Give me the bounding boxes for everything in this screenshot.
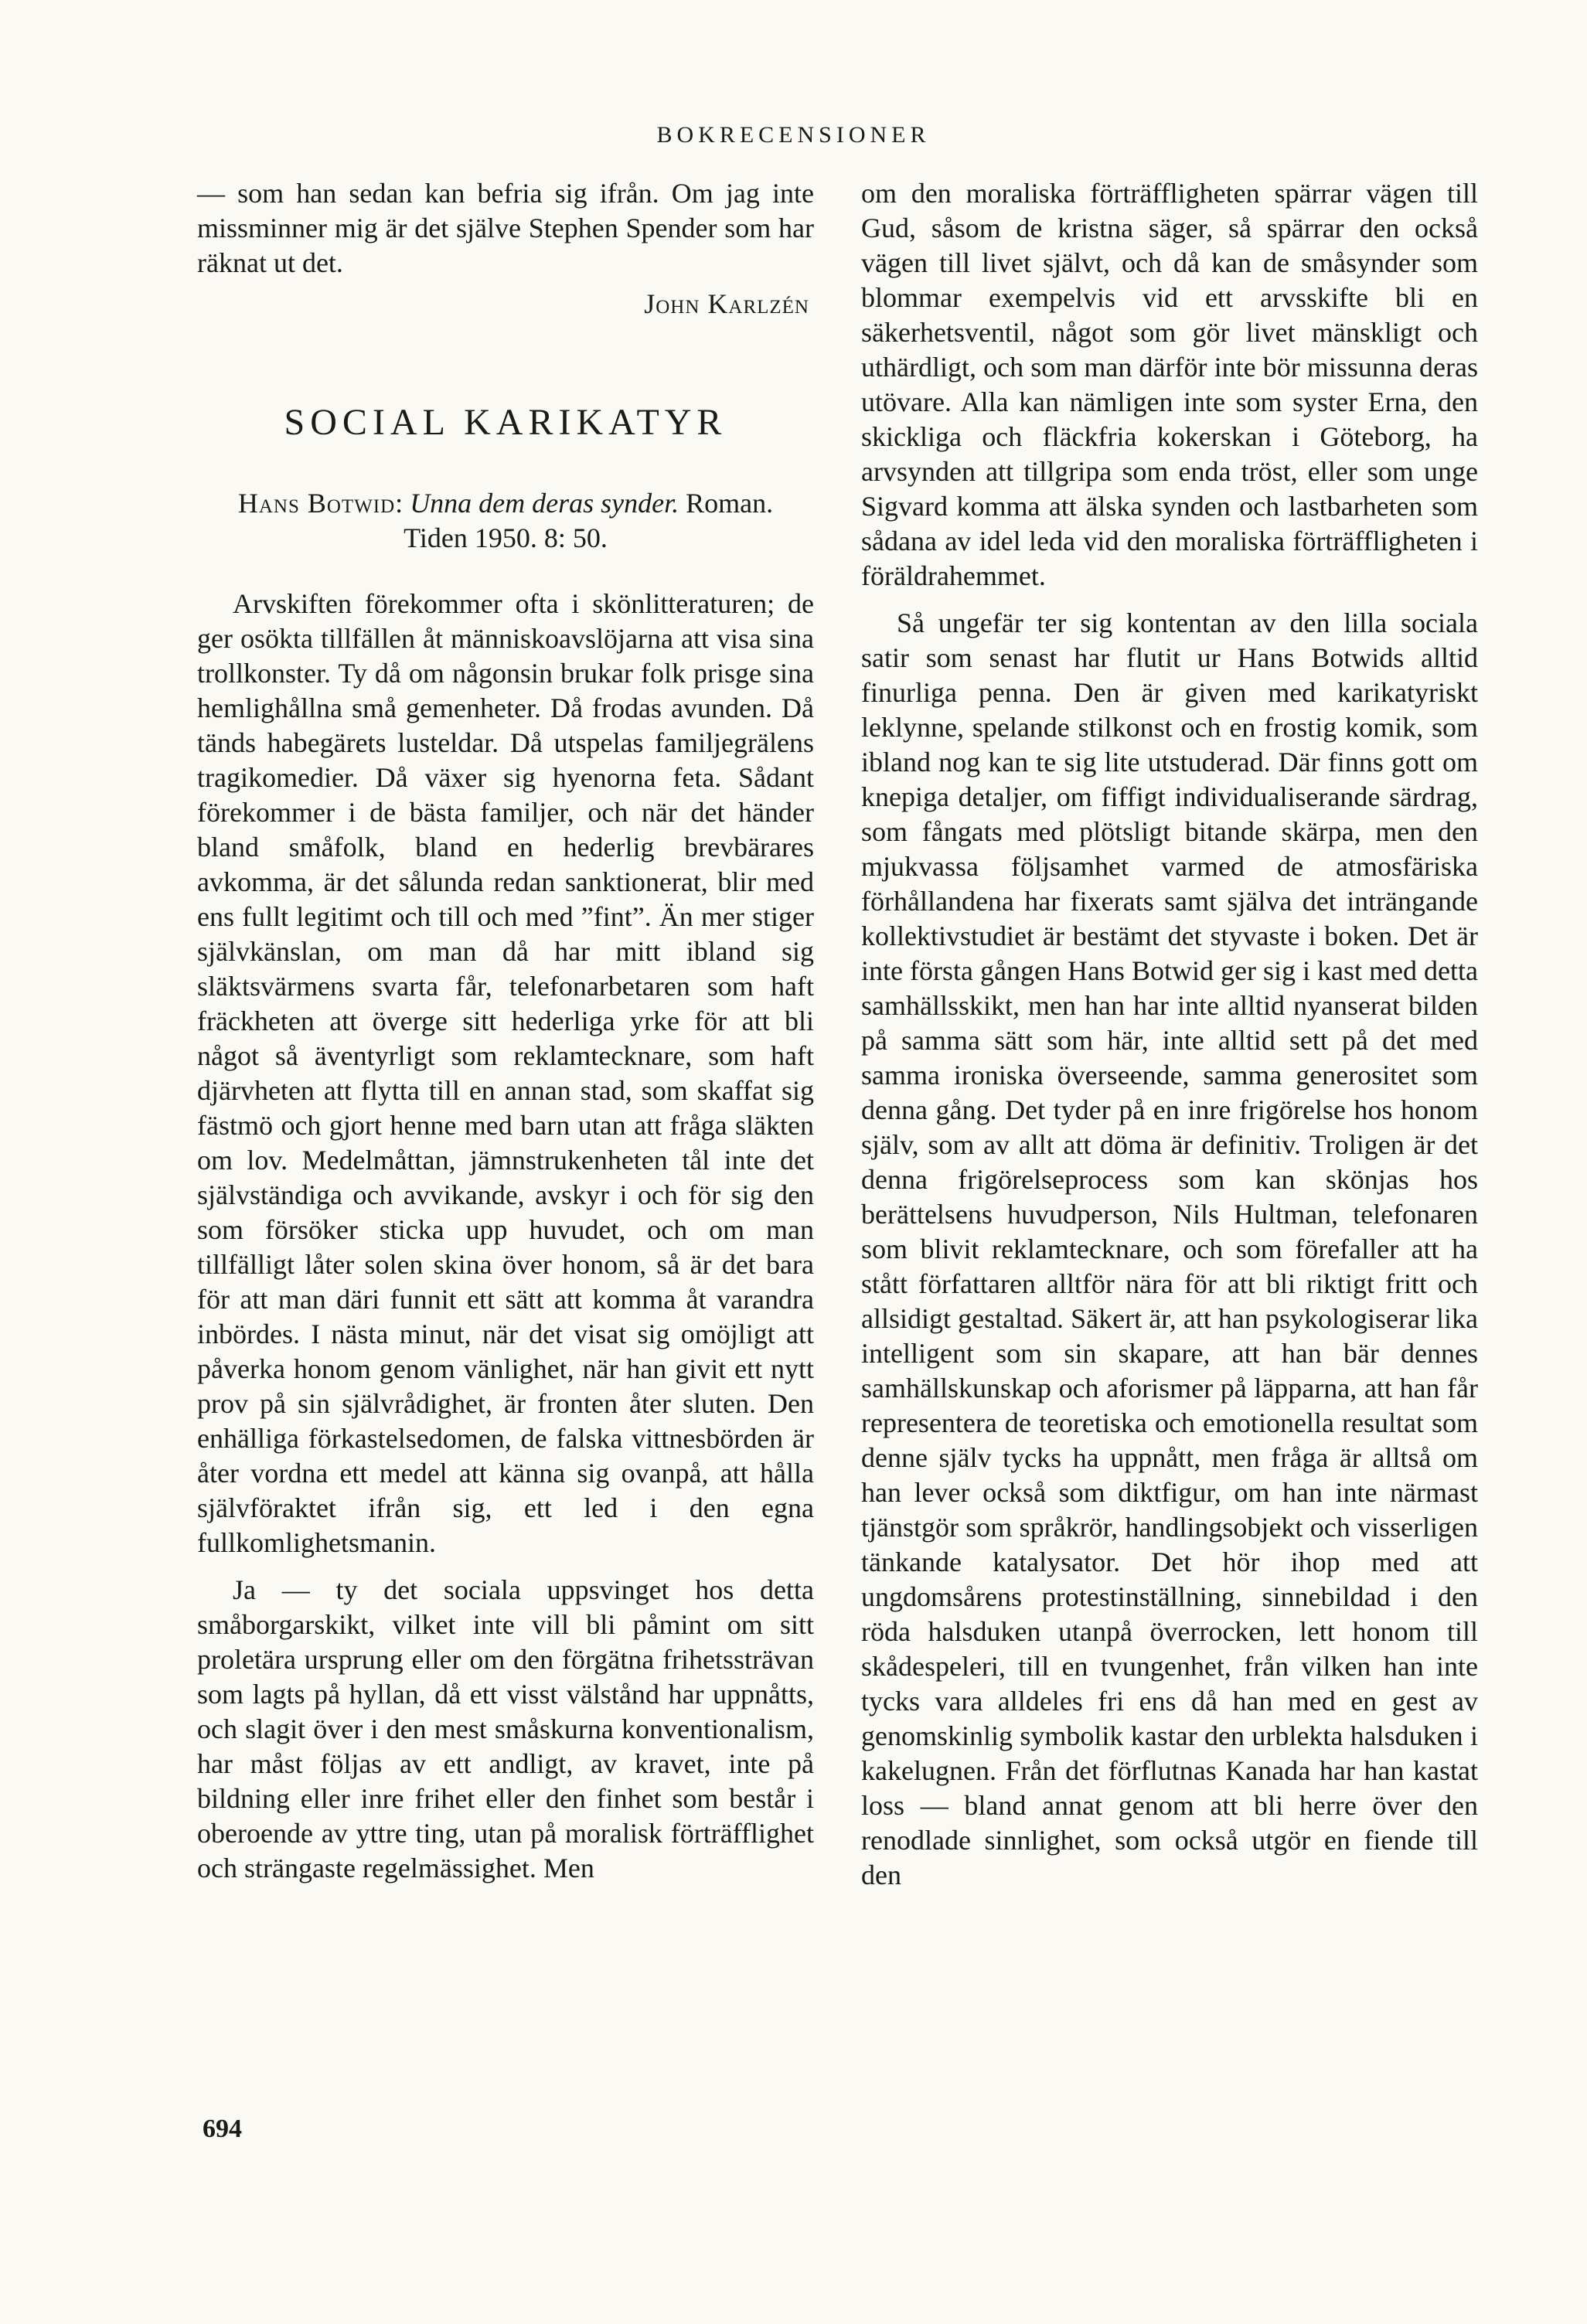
book-genre: Roman. <box>679 488 774 519</box>
running-head: BOKRECENSIONER <box>656 122 931 148</box>
book-author: Hans Botwid <box>237 488 396 519</box>
review-paragraph-4: Så ungefär ter sig kontentan av den lilla sociala satir som senast har flutit ur Hans Botwids alltid finurliga penna. Den är given med karikatyriskt leklynne, spelande stilkonst och en frostig komik, som ibland nog kan te sig lite utstuderad. Där finns gott om knepiga detaljer, om fiffigt individualiserande särdrag, som fångats med plötsligt bitande skärpa, men den mjukvassa följsamhet varmed de atmosfäriska förhållandena har fixerats samt själva det inträngande kollektivstudiet är bestämt det styvaste i boken. Det är inte första gången Hans Botwid ger sig i kast med detta samhällsskikt, men han har inte alltid nyanserat bilden på samma sätt som här, inte alltid sett på det med samma ironiska överseende, samma generositet som denna gång. Det tyder på en inre frigörelse hos honom själv, som av allt att döma är definitiv. Troligen är det denna frigörelseprocess som kan skönjas hos berättelsens huvudperson, Nils Hultman, telefonaren som blivit reklamtecknare, och som förefaller att ha stått författaren alltför nära för att bli riktigt fritt och allsidigt gestaltad. Säkert är, att han psykologiserar lika intelligent som sin skapare, att han bär dennes samhällskunskap och aforismer på läpparna, att han får representera de teoretiska och emotionella resultat som denne själv tycks ha uppnått, men fråga är alltså om han lever också som diktfigur, om han inte närmast tjänstgör som språkrör, handlingsobjekt och visserligen tänkande katalysator. Det hör ihop med att ungdomsårens protestinställning, sinnebildad i den röda halsduken utanpå överrocken, lett honom till skådespeleri, till en tvungenhet, från vilken han inte tycks vara alldeles fri ens då han med en gest av genomskinlig symbolik kastar den urblekta halsduken i kakelugnen. Från det förflutnas Kanada har han kastat loss — bland annat genom att bli herre över den renodlade sinnlighet, som också utgör en fiende till den <box>861 607 1478 1890</box>
reviewer-signature: John Karlzén <box>644 288 809 319</box>
book-info <box>197 486 814 556</box>
review-paragraph-2: Ja — ty det sociala uppsvinget hos detta småborgarskikt, vilket inte vill bli påmint om sitt proletära ursprung eller om den förgätna frihetssträvan som lagts på hyllan, då ett visst välstånd har uppnåtts, och slagit över i den mest småskurna konventionalism, har måst följas av ett andligt, av kravet, inte på bildning eller inre frihet eller den finhet som består i oberoende av yttre ting, utan på moralisk förträfflighet och strängaste regelmässighet. Men <box>197 1574 814 1883</box>
review-paragraph-1: Arvskiften förekommer ofta i skönlitteraturen; de ger osökta tillfällen åt människoavslöjarna att visa sina trollkonster. Ty då om någonsin brukar folk prisge sina hemlighållna små gemenheter. Då frodas avunden. Då tänds habegärets lusteldar. Då utspelas familjegrälens tragikomedier. Då växer sig hyenorna feta. Sådant förekommer i de bästa familjer, och när det händer bland småfolk, bland en hederlig brevbärares avkomma, är det sålunda redan sanktionerat, blir med ens fullt legitimt och till och med ”fint”. Än mer stiger självkänslan, om man då har mitt ibland sig släktsvärmens svarta får, telefonarbetaren som haft fräckheten att överge sitt hederliga yrke för att bli något så äventyrligt som reklamtecknare, som haft djärvheten att flytta till en annan stad, som skaffat sig fästmö och gjort henne med barn utan att fråga släkten om lov. Medelmåttan, jämnstrukenheten tål inte det självständiga och avvikande, avskyr i och för sig den som försöker sticka upp huvudet, och om man tillfälligt låter solen skina över honom, så är det bara för att man däri funnit ett sätt att komma åt varandra inbördes. I nästa minut, när det visat sig omöjligt att påverka honom genom vänlighet, när han givit ett nytt prov på sin självrådighet, är fronten åter sluten. Den enhälliga förkastelsedomen, de falska vittnesbörden är åter vordna ett medel att känna sig ovanpå, att hålla självföraktet ifrån sig, ett led i den egna fullkomlighetsmanin. <box>197 588 814 1558</box>
book-title: Unna dem deras synder. <box>410 488 679 519</box>
review-paragraph-3: om den moraliska förträffligheten spärrar vägen till Gud, såsom de kristna säger, så spärrar den också vägen till livet självt, och då kan de småsynder som blommar exempelvis vid ett arvsskifte bli en säkerhetsventil, något som gör livet mänskligt och uthärdligt, och som man därför inte bör missunna deras utövare. Alla kan nämligen inte som syster Erna, den skickliga och fläckfria kokerskan i Göteborg, ha arvsynden att tillgripa som enda tröst, eller som unge Sigvard komma att älska synden och lastbarheten som sådana av idel leda vid den moraliska förträffligheten i föräldrahemmet. <box>861 178 1478 591</box>
intro-paragraph: — som han sedan kan befria sig ifrån. Om jag inte missminner mig är det själve Stephen Spender som har räknat ut det. <box>197 178 814 278</box>
book-author-separator: : <box>395 488 410 519</box>
right-column <box>861 176 1478 1893</box>
page-number: 694 <box>203 2115 242 2143</box>
book-publisher: Tiden 1950. 8: 50. <box>404 522 608 553</box>
section-title: SOCIAL KARIKATYR <box>284 402 727 443</box>
left-column <box>197 176 814 1886</box>
